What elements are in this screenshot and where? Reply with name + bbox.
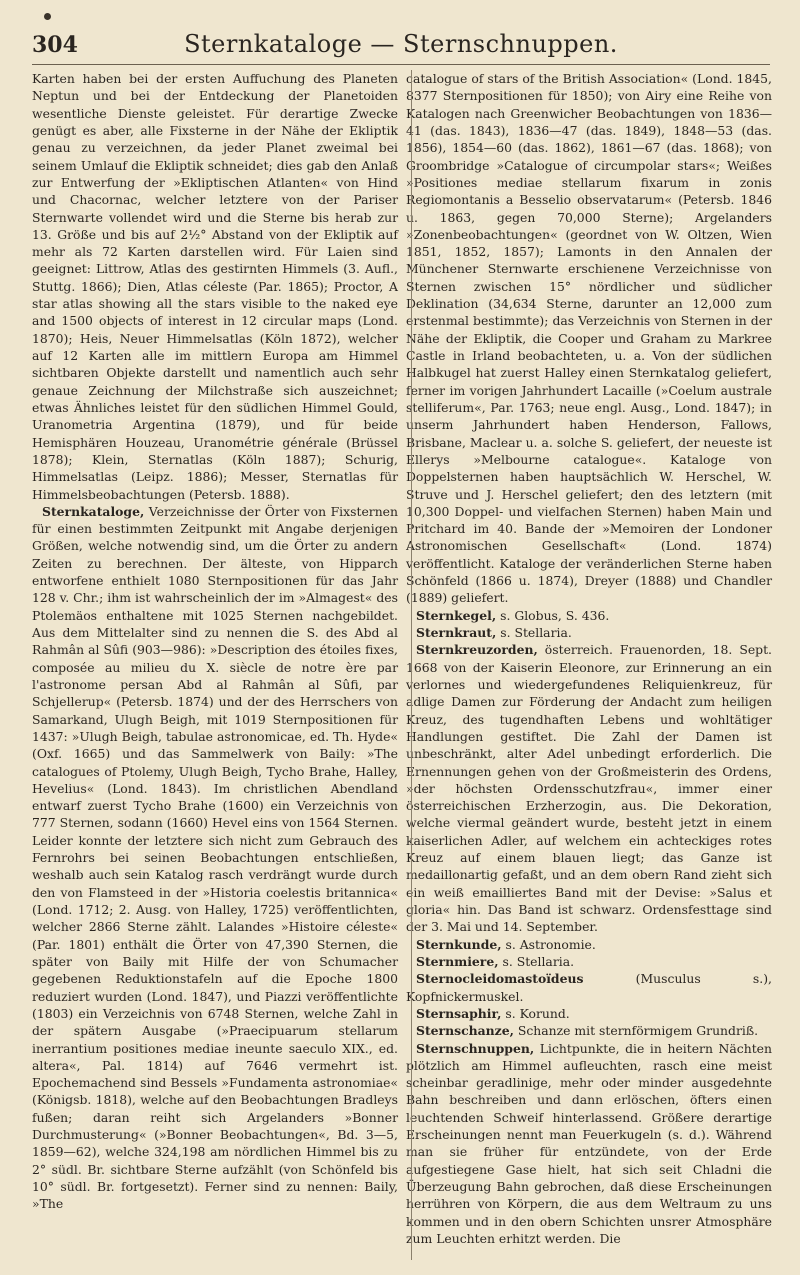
entry-lemma: Sternocleidomastoïdeus [416,971,584,987]
entry-text: s. Globus, S. 436. [496,607,610,623]
continued-text: catalogue of stars of the British Association« (Lond. 1845, 8377 Sternpositionen für 1850); von Airy eine Reihe von Katalogen nach Greenwicher Beobachtungen von 1836—41 (das. 1843), 1836—47 (das. 1849), 1848—53 (das. 1856), 1854—60 (das. 1862), 1861—67 (das. 1868); von Groombridge »Catalogue of circumpolar stars«; Weißes »Positiones mediae stellarum fixarum in zonis Regiomontanis a Besselio observatarum« (Petersb. 1846 u. 1863, gegen 70,000 Sterne); Argelanders »Zonenbeobachtungen« (geordnet von W. Oltzen, Wien 1851, 1852, 1857); Lamonts in den Annalen der Münchener Sternwarte erschienene Verzeichnisse von Sternen zwischen 15° nördlicher und südlicher Deklination (34,634 Sterne, darunter an 12,000 zum erstenmal bestimmte); das Verzeichnis von Sternen in der Nähe der Ekliptik, die Cooper und Graham zu Markree Castle in Irland beobachteten, u. a. Von der südlichen Halbkugel hat zuerst Halley einen Sternkatalog geliefert, ferner im vorigen Jahrhundert Lacaille (»Coelum australe stelliferum«, Par. 1763; neue engl. Ausg., Lond. 1847); in unserm Jahrhundert haben Henderson, Fallows, Brisbane, Maclear u. a. solche S. geliefert, der neueste ist Ellerys »Melbourne catalogue«. Kataloge von Doppelsternen haben hauptsächlich W. Herschel, W. Struve und J. Herschel geliefert; den des letztern (mit 10,300 Doppel- und vielfachen Sternen) haben Main und Pritchard im 40. Bande der »Memoiren der Londoner Astronomischen Gesellschaft« (Lond. 1874) veröffentlicht. Kataloge der veränderlichen Sterne haben Schönfeld (1866 u. 1874), Dreyer (1888) und Chandler (1889) geliefert. [406,71,772,606]
continued-text: Karten haben bei der ersten Auffuchung des Planeten Neptun und bei der Entdeckung der Planetoiden wesentliche Dienste geleistet. Für derartige Zwecke genügt es aber, alle Fixsterne in der Nähe der Ekliptik genau zu verzeichnen, da jeder Planet zweimal bei seinem Umlauf die Ekliptik schneidet; dies gab den Anlaß zur Entwerfung der »Ekliptischen Atlanten« von Hind und Chacornac, welcher letztere von der Pariser Sternwarte vollendet wird und die Sterne bis herab zur 13. Größe und bis auf 2½° Abstand von der Ekliptik auf mehr als 72 Karten darstellen wird. Für Laien sind geeignet: Littrow, Atlas des gestirnten Himmels (3. Aufl., Stuttg. 1866); Dien, Atlas céleste (Par. 1865); Proctor, A star atlas showing all the stars visible to the naked eye and 1500 objects of interest in 12 circular maps (Lond. 1870); Heis, Neuer Himmelsatlas (Köln 1872), welcher auf 12 Karten alle im mittlern Europa am Himmel sichtbaren Objekte darstellt und namentlich auch sehr genaue Zeichnung der Milchstraße sich auszeichnet; etwas Ähnliches leistet für den südlichen Himmel Gould, Uranometria Argentina (1879), und für beide Hemisphären Houzeau, Uranométrie générale (Brüssel 1878); Klein, Sternatlas (Köln 1887); Schurig, Himmelsatlas (Leipz. 1886); Messer, Sternatlas für Himmelsbeobachtungen (Petersb. 1888). [32,71,398,502]
header-rule [32,64,770,65]
entry-lemma: Sternmiere, [416,953,499,969]
entry-lemma: Sternkraut, [416,625,497,640]
entry-text: Lichtpunkte, die in heitern Nächten plötzlich am Himmel aufleuchten, rasch eine meist scheinbar geradlinige, mehr oder minder ausgedehnte Bahn beschreiben und dann erlöschen, öfters einen leuchtenden Schweif hinterlassend. Größere derartige Erscheinungen nennt man Feuerkugeln (s. d.). Während man sie früher für entzündete, von der Erde aufgestiegene Gase hielt, hat sich seit Chladni die Überzeugung Bahn gebrochen, daß diese Erscheinungen herrühren von Körpern, die aus dem Weltraum zu uns kommen und in den obern Schichten unsrer Atmosphäre zum Leuchten erhitzt werden. Die [406,1040,772,1246]
entry-text: Verzeichnisse der Örter von Fixsternen für einen bestimmten Zeitpunkt mit Angabe derjenigen Größen, welche notwendig sind, um die Örter zu andern Zeiten zu berechnen. Der älteste, von Hipparch entworfene enthielt 1080 Sternpositionen für das Jahr 128 v. Chr.; ihm ist wahrscheinlich der im »Almagest« des Ptolemäos enthaltene mit 1025 Sternen nachgebildet. Aus dem Mittelalter sind zu nennen die S. des Abd al Rahmân al Sûfi (903—986): »Description des étoiles fixes, composée au milieu du X. siècle de notre ère par l'astronome persan Abd al Rahmân al Sûfi, par Schjellerup« (Petersb. 1874) und der des Herrschers von Samarkand, Ulugh Beigh, mit 1019 Sternpositionen für 1437: »Ulugh Beigh, tabulae astronomicae, ed. Th. Hyde« (Oxf. 1665) und das Sammelwerk von Baily: »The catalogues of Ptolemy, Ulugh Beigh, Tycho Brahe, Halley, Hevelius« (Lond. 1843). Im christlichen Abendland entwarf zuerst Tycho Brahe (1600) ein Verzeichnis von 777 Sternen, sodann (1660) Hevel eins von 1564 Sternen. Leider konnte der letztere sich nicht zum Gebrauch des Fernrohrs bei seinen Beobachtungen entschließen, weshalb auch sein Katalog rasch verdrängt wurde durch den von Flamsteed in der »Historia coelestis britannica« (Lond. 1712; 2. Ausg. von Halley, 1725) veröffentlichten, welcher 2866 Sterne zählt. Lalandes »Histoire céleste« (Par. 1801) enthält die Örter von 47,390 Sternen, die später von Baily mit Hilfe der von Schumacher gegebenen Reduktionstafeln auf die Epoche 1800 reduziert wurden (Lond. 1847), und Piazzi veröffentlichte (1803) ein Verzeichnis von 6748 Sternen, welche Zahl in der spätern Ausgabe (»Praecipuarum stellarum inerrantium positiones mediae ineunte saeculo XIX., ed. altera«, Pal. 1814) auf 7646 vermehrt ist. Epochemachend sind Bessels »Fundamenta astronomiae« (Königsb. 1818), welche auf den Beobachtungen Bradleys fußen; daran reiht sich Argelanders »Bonner Durchmusterung« (»Bonner Beobachtungen«, Bd. 3—5, 1859—62), welche 324,198 am nördlichen Himmel bis zu 2° südl. Br. sichtbare Sterne aufzählt (von Schönfeld bis 10° südl. Br. fortgesetzt). Ferner sind zu nennen: Baily, »The [32,503,398,1212]
entry-text: s. Stellaria. [496,625,572,640]
entry-text: Schanze mit sternförmigem Grundriß. [513,1023,759,1039]
entry-text: österreich. Frauenorden, 18. Sept. 1668 von der Kaiserin Eleonore, zur Erinnerung an ein verlornes und wiedergefundenes Reliquienkreuz, für adlige Damen zur Förderung der Andacht zum heiligen Kreuz, des tugendhaften Lebens und wohltätiger Handlungen gestiftet. Die Zahl der Damen ist unbeschränkt, alter Adel unbedingt erforderlich. Die Ernennungen gehen von der Großmeisterin des Ordens, »der höchsten Ordensschutzfrau«, immer einer österreichischen Erzherzogin, aus. Die Dekoration, welche viermal geändert wurde, besteht jetzt in einem kaiserlichen Adler, auf welchem ein achteckiges rotes Kreuz auf einem blauen liegt; das Ganze ist medaillonartig gefaßt, und an dem obern Rand zieht sich ein weiß emailliertes Band mit der Devise: »Salus et gloria« hin. Das Band ist schwarz. Ordensfesttage sind der 3. Mai und 14. September. [406,642,772,935]
dictionary-entry [406,641,772,935]
entry-text: s. Astronomie. [501,936,596,952]
dictionary-entry [406,970,772,1005]
dictionary-entry [406,624,772,641]
print-speck [44,13,51,20]
dictionary-entry [406,953,772,970]
page-header [32,30,770,62]
dictionary-entry [406,607,772,624]
dictionary-entry [406,936,772,953]
entry-lemma: Sternkreuzorden, [416,642,538,658]
left-column [32,70,398,1265]
entry-lemma: Sternkegel, [416,607,497,623]
column-divider [411,70,412,1260]
right-column [406,70,772,1265]
entry-text: s. Stellaria. [498,953,575,969]
text-columns [32,70,772,1265]
dictionary-entry [32,503,398,1213]
page-number: 304 [32,32,78,58]
dictionary-entry [406,1022,772,1039]
dictionary-entry [406,1040,772,1248]
dictionary-entry [406,1005,772,1022]
entry-text: s. Korund. [501,1005,570,1021]
entry-lemma: Sternkunde, [416,936,502,952]
entry-lemma: Sternschnuppen, [416,1040,535,1056]
entry-lemma: Sternsaphir, [416,1005,502,1021]
entry-lemma: Sternkataloge, [42,503,145,519]
entry-lemma: Sternschanze, [416,1023,514,1039]
running-title: Sternkataloge — Sternschnuppen. [184,30,618,58]
entry-text: (Musculus s.), Kopfnickermuskel. [406,971,772,1004]
